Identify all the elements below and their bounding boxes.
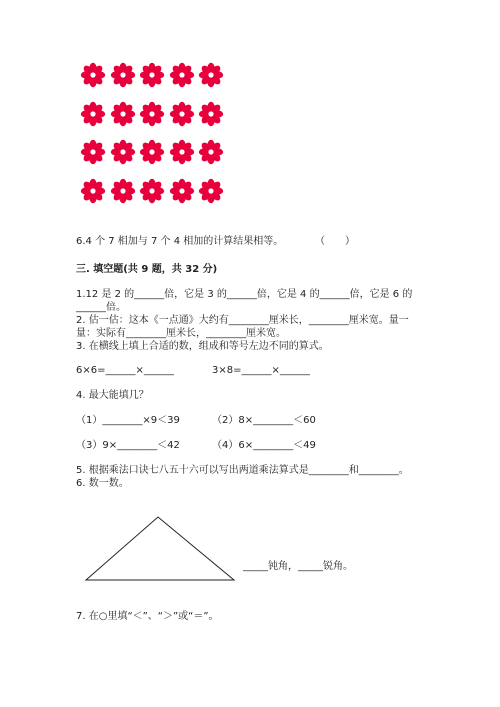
flower-icon <box>139 139 165 165</box>
fill-7-text: 7. 在○里填“＜”、“＞”或“＝”。 <box>76 611 219 622</box>
flower-icon <box>110 178 136 204</box>
flower-icon <box>169 178 195 204</box>
flower-icon <box>139 62 165 88</box>
flower-icon <box>139 178 165 204</box>
flower-icon <box>80 101 106 127</box>
flower-icon <box>198 62 224 88</box>
fill-4-item-4: （4）6×________＜49 <box>212 440 316 451</box>
flower-icon <box>139 101 165 127</box>
flower-icon <box>198 101 224 127</box>
fill-5-text: 5. 根据乘法口诀七八五十六可以写出两道乘法算式是________和________。 <box>76 465 409 476</box>
section-title: 三. 填空题(共 9 题，共 32 分) <box>76 264 218 275</box>
fill-2-line-2: 量：实际有________厘米长，________厘米宽。 <box>76 328 286 339</box>
flower-icon <box>80 62 106 88</box>
flower-icon <box>169 139 195 165</box>
flower-icon <box>110 139 136 165</box>
fill-3-text: 3. 在横线上填上合适的数，组成和等号左边不同的算式。 <box>76 341 329 352</box>
flower-icon <box>110 62 136 88</box>
triangle-figure <box>84 514 236 584</box>
flower-icon <box>198 178 224 204</box>
fill-4-title: 4. 最大能填几？ <box>76 390 149 401</box>
flower-grid <box>80 62 230 212</box>
fill-1-line-1: 1.12 是 2 的______倍，它是 3 的______倍，它是 4 的______倍，它是 6 的 <box>76 289 413 300</box>
fill-6-title: 6. 数一数。 <box>76 478 129 489</box>
flower-icon <box>110 101 136 127</box>
fill-3-equation-1: 6×6=______×______ <box>76 365 174 376</box>
fill-4-item-1: （1）________×9＜39 <box>76 415 180 426</box>
flower-icon <box>169 62 195 88</box>
question-6-text: 6.4 个 7 相加与 7 个 4 相加的计算结果相等。 <box>76 236 284 247</box>
fill-3-equation-2: 3×8=______×______ <box>212 365 310 376</box>
fill-2-line-1: 2. 估一估：这本《一点通》大约有________厘米长，________厘米宽。量一 <box>76 315 409 326</box>
fill-6-answer: _____钝角，_____锐角。 <box>243 561 353 572</box>
flower-icon <box>169 101 195 127</box>
fill-4-item-2: （2）8×________＜60 <box>212 415 316 426</box>
question-6 <box>76 235 283 249</box>
fill-1-line-2: ______倍。 <box>76 302 126 313</box>
fill-4-item-3: （3）9×________＜42 <box>76 440 180 451</box>
flower-icon <box>80 139 106 165</box>
flower-icon <box>198 139 224 165</box>
flower-icon <box>80 178 106 204</box>
answer-parentheses[interactable]: （ ） <box>315 236 355 247</box>
